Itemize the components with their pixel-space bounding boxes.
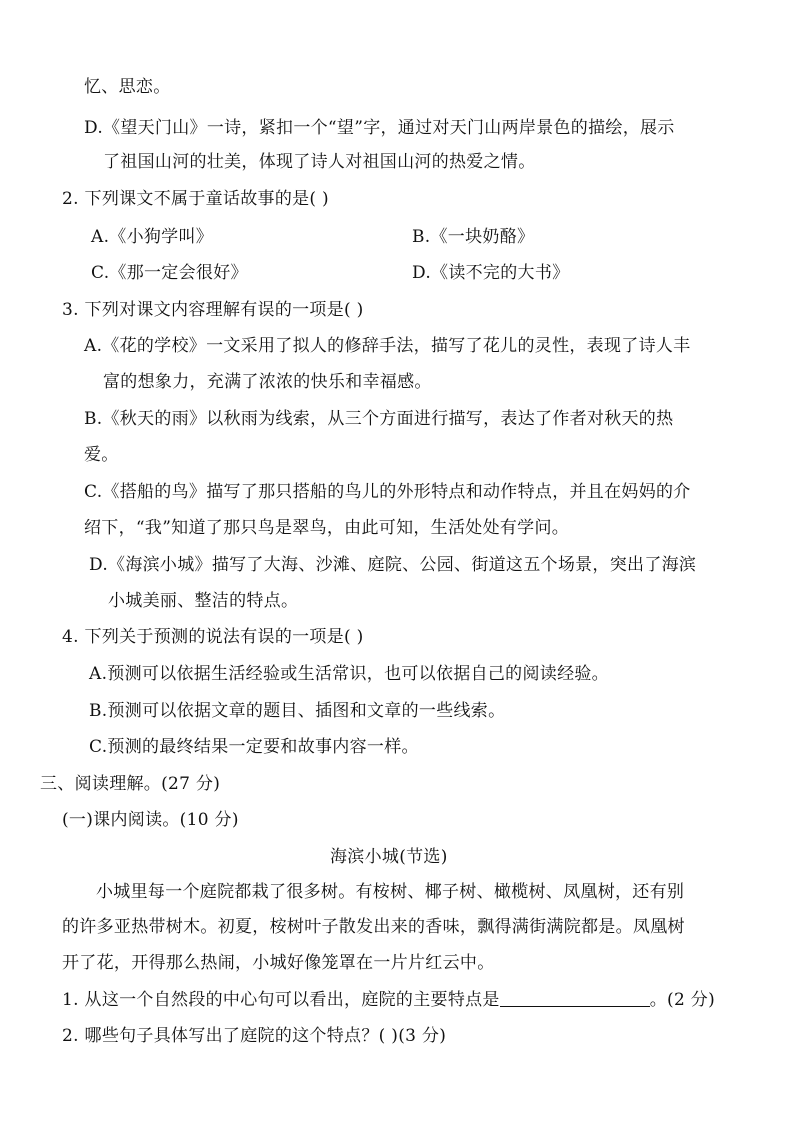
question-2-option-b: B.《一块奶酪》 [412, 227, 535, 247]
question-2-option-d: D.《读不完的大书》 [412, 263, 570, 283]
question-3-option-a-line2: 富的想象力，充满了浓浓的快乐和幸福感。 [103, 372, 432, 392]
reading-question-1-score: 。(2 分) [649, 990, 716, 1010]
reading-question-1-text: 1. 从这一个自然段的中心句可以看出，庭院的主要特点是 [62, 990, 500, 1010]
passage-line1: 小城里每一个庭院都栽了很多树。有桉树、椰子树、橄榄树、凤凰树，还有别 [96, 882, 685, 902]
option-d-line2: 了祖国山河的壮美，体现了诗人对祖国山河的热爱之情。 [103, 152, 536, 172]
question-4-option-c: C.预测的最终结果一定要和故事内容一样。 [89, 737, 419, 757]
answer-blank[interactable] [500, 988, 650, 1007]
passage-line2: 的许多亚热带树木。初夏，桉树叶子散发出来的香味，飘得满街满院都是。凤凰树 [62, 917, 685, 937]
question-3-option-a-line1: A.《花的学校》一文采用了拟人的修辞手法，描写了花儿的灵性，表现了诗人丰 [84, 336, 691, 356]
question-3-option-d-line2: 小城美丽、整洁的特点。 [108, 591, 299, 611]
question-3-option-c-line2: 绍下，“我”知道了那只鸟是翠鸟，由此可知，生活处处有学问。 [84, 518, 570, 538]
section-3-heading: 三、阅读理解。(27 分) [40, 774, 221, 794]
question-4-stem: 4. 下列关于预测的说法有误的一项是( ) [62, 627, 364, 647]
question-3-stem: 3. 下列对课文内容理解有误的一项是( ) [62, 300, 364, 320]
continued-text: 忆、思恋。 [84, 77, 171, 97]
question-4-option-a: A.预测可以依据生活经验或生活常识，也可以依据自己的阅读经验。 [89, 664, 609, 684]
option-d-line1: D.《望天门山》一诗，紧扣一个“望”字，通过对天门山两岸景色的描绘，展示 [84, 118, 675, 138]
reading-question-1 [62, 988, 715, 1012]
question-3-option-b-line2: 爱。 [84, 445, 119, 465]
question-3-option-c-line1: C.《搭船的鸟》描写了那只搭船的鸟儿的外形特点和动作特点，并且在妈妈的介 [84, 482, 691, 502]
reading-question-2: 2. 哪些句子具体写出了庭院的这个特点？( )(3 分) [62, 1026, 447, 1046]
question-3-option-d-line1: D.《海滨小城》描写了大海、沙滩、庭院、公园、街道这五个场景，突出了海滨 [89, 555, 697, 575]
question-3-option-b-line1: B.《秋天的雨》以秋雨为线索，从三个方面进行描写，表达了作者对秋天的热 [84, 409, 674, 429]
question-2-option-a: A.《小狗学叫》 [91, 227, 214, 247]
question-2-stem: 2. 下列课文不属于童话故事的是( ) [62, 189, 329, 209]
question-4-option-b: B.预测可以依据文章的题目、插图和文章的一些线索。 [89, 701, 506, 721]
question-2-option-c: C.《那一定会很好》 [91, 263, 248, 283]
passage-title: 海滨小城(节选) [330, 847, 448, 867]
passage-line3: 开了花，开得那么热闹，小城好像笼罩在一片片红云中。 [62, 953, 495, 973]
subsection-heading: (一)课内阅读。(10 分) [62, 810, 239, 830]
